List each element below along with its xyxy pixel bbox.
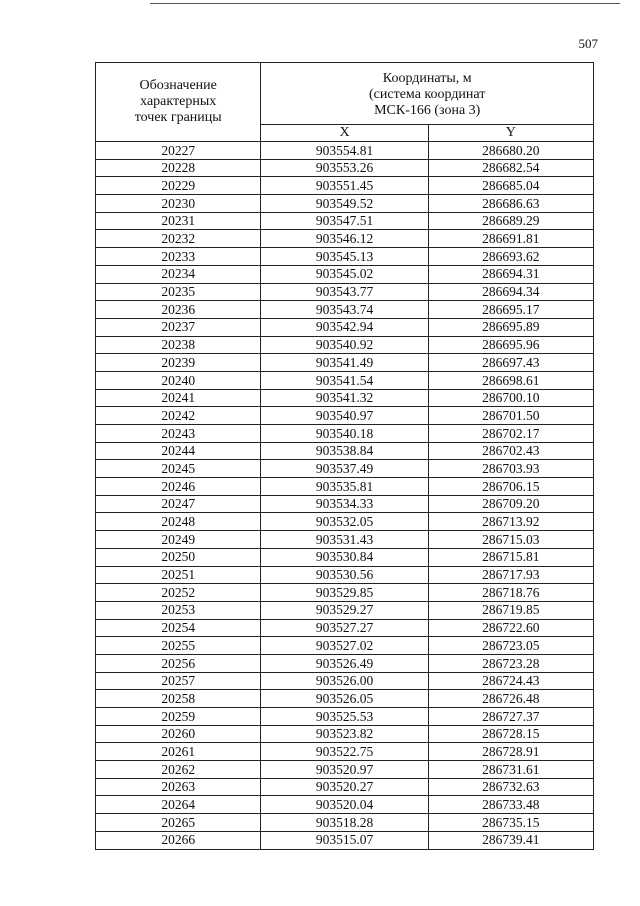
table-row (96, 389, 594, 407)
point-id-cell: 20250 (96, 548, 261, 566)
point-id-cell: 20266 (96, 831, 261, 849)
point-id-cell: 20254 (96, 619, 261, 637)
point-id-cell: 20248 (96, 513, 261, 531)
y-coordinate-cell: 286685.04 (428, 177, 593, 195)
point-id-cell: 20261 (96, 743, 261, 761)
point-id-cell: 20262 (96, 761, 261, 779)
point-id-cell: 20231 (96, 212, 261, 230)
x-coordinate-cell: 903541.49 (261, 354, 428, 372)
y-coordinate-cell: 286717.93 (428, 566, 593, 584)
header-label-line: Обозначение (139, 78, 217, 93)
x-coordinate-cell: 903538.84 (261, 442, 428, 460)
y-coordinate-cell: 286691.81 (428, 230, 593, 248)
point-id-cell: 20258 (96, 690, 261, 708)
point-id-cell: 20238 (96, 336, 261, 354)
table-row (96, 495, 594, 513)
x-coordinate-cell: 903546.12 (261, 230, 428, 248)
point-id-cell: 20259 (96, 708, 261, 726)
table-row (96, 566, 594, 584)
header-coords-line: (система координат (369, 86, 486, 102)
header-coords-line: МСК-166 (зона 3) (374, 102, 481, 118)
table-row (96, 407, 594, 425)
y-coordinate-cell: 286715.81 (428, 548, 593, 566)
y-coordinate-cell: 286702.43 (428, 442, 593, 460)
coordinates-table (95, 62, 594, 850)
point-id-cell: 20234 (96, 265, 261, 283)
table-row (96, 248, 594, 266)
x-coordinate-cell: 903543.74 (261, 301, 428, 319)
point-id-cell: 20235 (96, 283, 261, 301)
point-id-cell: 20260 (96, 725, 261, 743)
y-coordinate-cell: 286700.10 (428, 389, 593, 407)
y-coordinate-cell: 286722.60 (428, 619, 593, 637)
y-coordinate-cell: 286728.91 (428, 743, 593, 761)
y-coordinate-cell: 286693.62 (428, 248, 593, 266)
point-id-cell: 20265 (96, 814, 261, 832)
header-coordinates (261, 63, 594, 125)
y-coordinate-cell: 286697.43 (428, 354, 593, 372)
point-id-cell: 20241 (96, 389, 261, 407)
y-coordinate-cell: 286723.28 (428, 654, 593, 672)
point-id-cell: 20230 (96, 195, 261, 213)
point-id-cell: 20247 (96, 495, 261, 513)
table-row (96, 619, 594, 637)
x-coordinate-cell: 903534.33 (261, 495, 428, 513)
table-row (96, 318, 594, 336)
point-id-cell: 20244 (96, 442, 261, 460)
y-coordinate-cell: 286718.76 (428, 584, 593, 602)
table-row (96, 831, 594, 849)
x-coordinate-cell: 903543.77 (261, 283, 428, 301)
header-y: Y (428, 125, 593, 142)
header-coords-line: Координаты, м (382, 70, 472, 86)
y-coordinate-cell: 286726.48 (428, 690, 593, 708)
table-row (96, 778, 594, 796)
point-id-cell: 20255 (96, 637, 261, 655)
page-number: 507 (578, 36, 598, 51)
x-coordinate-cell: 903542.94 (261, 318, 428, 336)
point-id-cell: 20229 (96, 177, 261, 195)
y-coordinate-cell: 286695.96 (428, 336, 593, 354)
point-id-cell: 20233 (96, 248, 261, 266)
x-coordinate-cell: 903527.27 (261, 619, 428, 637)
table-row (96, 212, 594, 230)
x-coordinate-cell: 903540.92 (261, 336, 428, 354)
table-row (96, 690, 594, 708)
point-id-cell: 20251 (96, 566, 261, 584)
x-coordinate-cell: 903525.53 (261, 708, 428, 726)
table-row (96, 814, 594, 832)
table-row (96, 672, 594, 690)
x-coordinate-cell: 903540.97 (261, 407, 428, 425)
point-id-cell: 20245 (96, 460, 261, 478)
point-id-cell: 20253 (96, 601, 261, 619)
y-coordinate-cell: 286695.89 (428, 318, 593, 336)
y-coordinate-cell: 286723.05 (428, 637, 593, 655)
point-id-cell: 20228 (96, 159, 261, 177)
table-row (96, 371, 594, 389)
x-coordinate-cell: 903545.02 (261, 265, 428, 283)
y-coordinate-cell: 286724.43 (428, 672, 593, 690)
y-coordinate-cell: 286735.15 (428, 814, 593, 832)
table-row (96, 283, 594, 301)
table-row (96, 265, 594, 283)
y-coordinate-cell: 286701.50 (428, 407, 593, 425)
point-id-cell: 20257 (96, 672, 261, 690)
x-coordinate-cell: 903526.05 (261, 690, 428, 708)
y-coordinate-cell: 286702.17 (428, 425, 593, 443)
x-coordinate-cell: 903529.27 (261, 601, 428, 619)
point-id-cell: 20246 (96, 478, 261, 496)
point-id-cell: 20236 (96, 301, 261, 319)
y-coordinate-cell: 286694.34 (428, 283, 593, 301)
y-coordinate-cell: 286703.93 (428, 460, 593, 478)
table-row (96, 761, 594, 779)
x-coordinate-cell: 903527.02 (261, 637, 428, 655)
table-body (96, 142, 594, 850)
table-row (96, 725, 594, 743)
table-row (96, 548, 594, 566)
x-coordinate-cell: 903530.56 (261, 566, 428, 584)
y-coordinate-cell: 286686.63 (428, 195, 593, 213)
x-coordinate-cell: 903520.27 (261, 778, 428, 796)
table-row (96, 708, 594, 726)
x-coordinate-cell: 903522.75 (261, 743, 428, 761)
y-coordinate-cell: 286728.15 (428, 725, 593, 743)
x-coordinate-cell: 903541.32 (261, 389, 428, 407)
scan-top-edge-line (150, 3, 620, 4)
point-id-cell: 20264 (96, 796, 261, 814)
y-coordinate-cell: 286733.48 (428, 796, 593, 814)
header-point-designation (96, 63, 261, 142)
table-row (96, 425, 594, 443)
x-coordinate-cell: 903537.49 (261, 460, 428, 478)
y-coordinate-cell: 286719.85 (428, 601, 593, 619)
point-id-cell: 20252 (96, 584, 261, 602)
table-row (96, 195, 594, 213)
table-row (96, 513, 594, 531)
x-coordinate-cell: 903523.82 (261, 725, 428, 743)
x-coordinate-cell: 903545.13 (261, 248, 428, 266)
x-coordinate-cell: 903531.43 (261, 531, 428, 549)
x-coordinate-cell: 903540.18 (261, 425, 428, 443)
x-coordinate-cell: 903551.45 (261, 177, 428, 195)
header-label-line: характерных (140, 94, 217, 109)
point-id-cell: 20227 (96, 142, 261, 160)
x-coordinate-cell: 903554.81 (261, 142, 428, 160)
table-row (96, 601, 594, 619)
table-row (96, 301, 594, 319)
x-coordinate-cell: 903520.04 (261, 796, 428, 814)
y-coordinate-cell: 286739.41 (428, 831, 593, 849)
x-coordinate-cell: 903515.07 (261, 831, 428, 849)
table-row (96, 743, 594, 761)
x-coordinate-cell: 903547.51 (261, 212, 428, 230)
y-coordinate-cell: 286694.31 (428, 265, 593, 283)
y-coordinate-cell: 286706.15 (428, 478, 593, 496)
y-coordinate-cell: 286698.61 (428, 371, 593, 389)
point-id-cell: 20243 (96, 425, 261, 443)
x-coordinate-cell: 903532.05 (261, 513, 428, 531)
table-row (96, 230, 594, 248)
point-id-cell: 20242 (96, 407, 261, 425)
x-coordinate-cell: 903518.28 (261, 814, 428, 832)
x-coordinate-cell: 903526.49 (261, 654, 428, 672)
header-x: X (261, 125, 428, 142)
x-coordinate-cell: 903529.85 (261, 584, 428, 602)
y-coordinate-cell: 286680.20 (428, 142, 593, 160)
y-coordinate-cell: 286727.37 (428, 708, 593, 726)
y-coordinate-cell: 286713.92 (428, 513, 593, 531)
point-id-cell: 20263 (96, 778, 261, 796)
table-row (96, 336, 594, 354)
point-id-cell: 20240 (96, 371, 261, 389)
table-row (96, 142, 594, 160)
table-row (96, 478, 594, 496)
x-coordinate-cell: 903541.54 (261, 371, 428, 389)
x-coordinate-cell: 903553.26 (261, 159, 428, 177)
table-row (96, 637, 594, 655)
x-coordinate-cell: 903520.97 (261, 761, 428, 779)
table-row (96, 177, 594, 195)
x-coordinate-cell: 903549.52 (261, 195, 428, 213)
table-row (96, 442, 594, 460)
y-coordinate-cell: 286695.17 (428, 301, 593, 319)
x-coordinate-cell: 903535.81 (261, 478, 428, 496)
y-coordinate-cell: 286689.29 (428, 212, 593, 230)
y-coordinate-cell: 286732.63 (428, 778, 593, 796)
y-coordinate-cell: 286709.20 (428, 495, 593, 513)
table-row (96, 354, 594, 372)
point-id-cell: 20232 (96, 230, 261, 248)
point-id-cell: 20249 (96, 531, 261, 549)
y-coordinate-cell: 286682.54 (428, 159, 593, 177)
table-row (96, 584, 594, 602)
point-id-cell: 20239 (96, 354, 261, 372)
header-label-line: точек границы (134, 110, 222, 125)
y-coordinate-cell: 286715.03 (428, 531, 593, 549)
table-row (96, 460, 594, 478)
point-id-cell: 20237 (96, 318, 261, 336)
point-id-cell: 20256 (96, 654, 261, 672)
x-coordinate-cell: 903526.00 (261, 672, 428, 690)
table-row (96, 796, 594, 814)
y-coordinate-cell: 286731.61 (428, 761, 593, 779)
table-row (96, 531, 594, 549)
table-row (96, 159, 594, 177)
x-coordinate-cell: 903530.84 (261, 548, 428, 566)
table-row (96, 654, 594, 672)
